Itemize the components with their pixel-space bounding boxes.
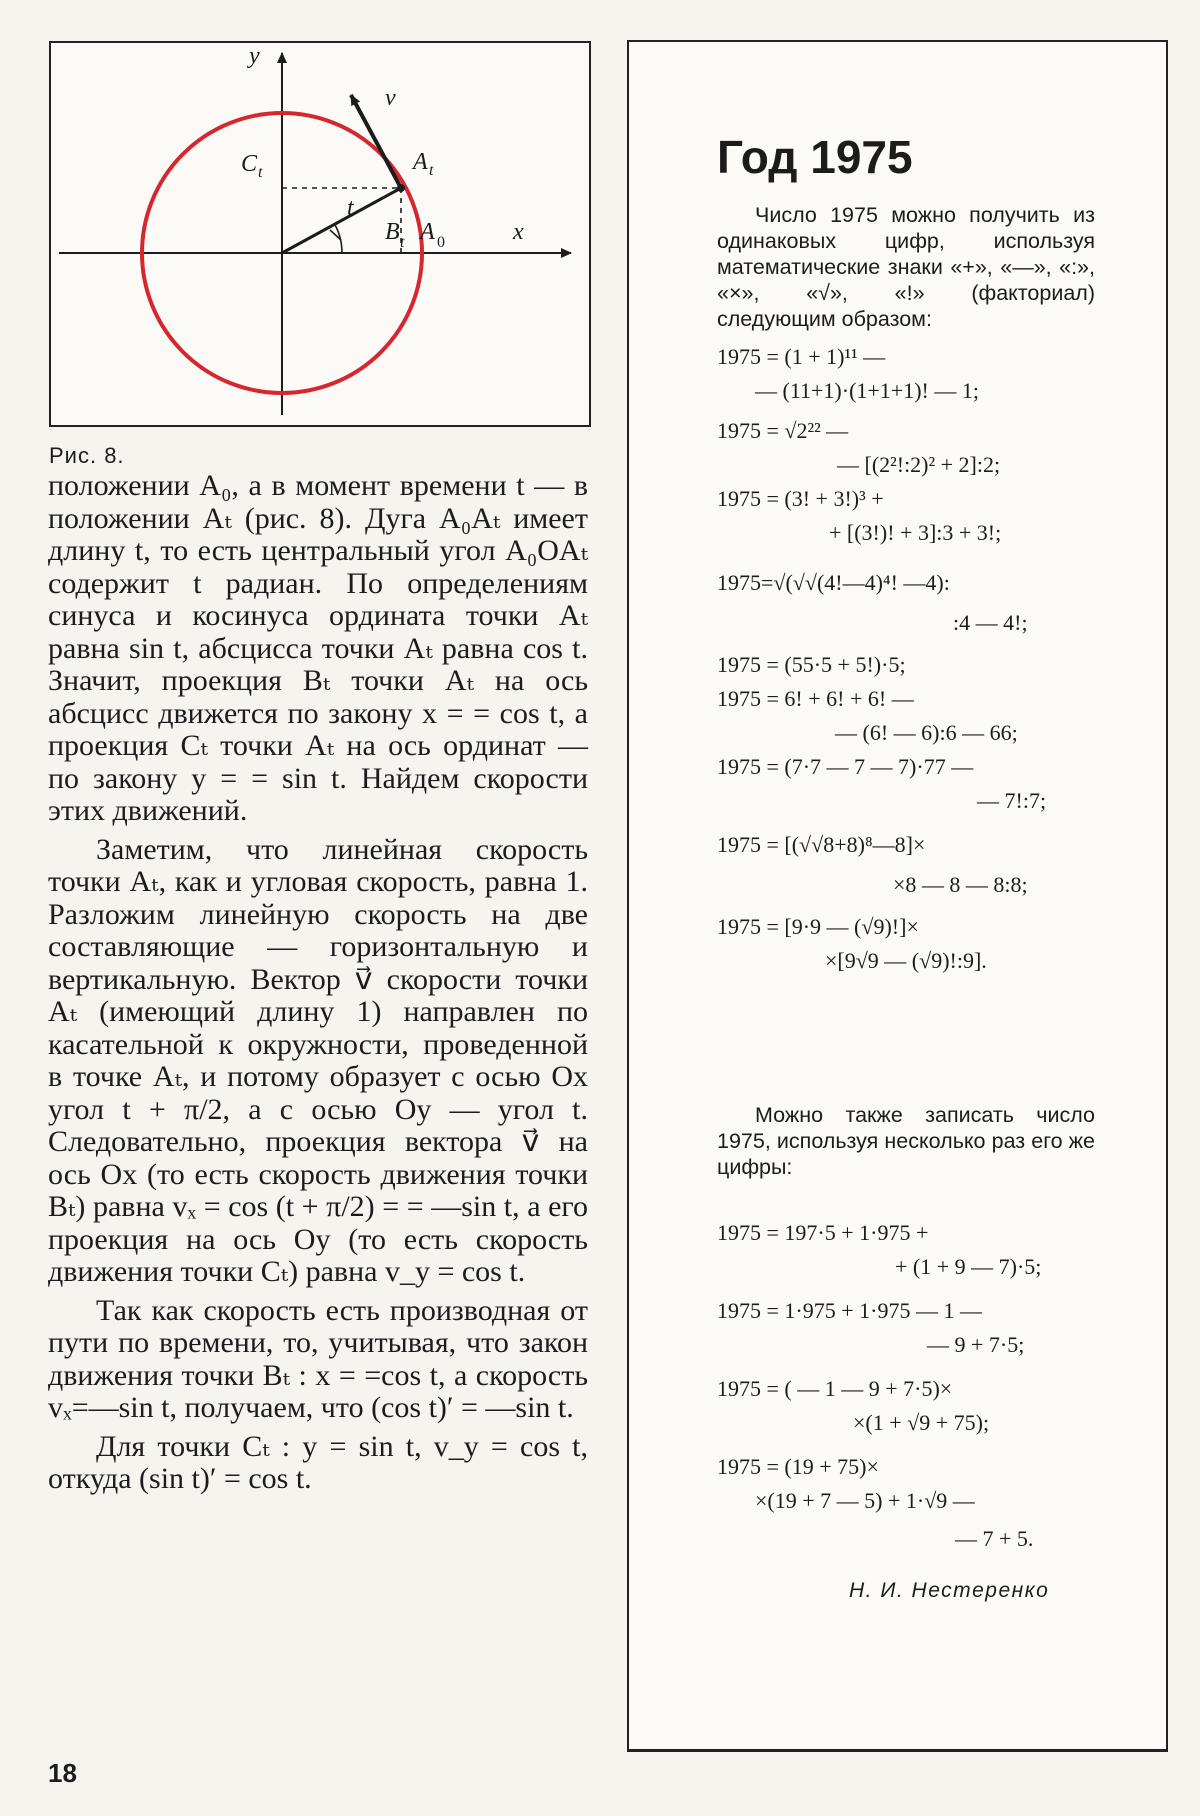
figure-8 xyxy=(49,41,591,427)
paragraph: Для точки Cₜ : y = sin t, v_y = cos t, откуда (sin t)′ = cos t. xyxy=(48,1429,588,1495)
angle-label: t xyxy=(347,195,354,221)
point-b-sub: t xyxy=(400,234,405,251)
sidebar-intro xyxy=(717,202,1095,332)
formula-line: — 7!:7; xyxy=(977,788,1047,813)
point-a-label: A xyxy=(413,149,428,175)
paragraph: положении A₀, а в момент времени t — в положении Aₜ (рис. 8). Дуга A₀Aₜ имеет длину t, то есть центральный угол A₀OAₜ содержит t радиан. По определениям синуса и косинуса ордината точки Aₜ равна sin t, абсцисса точки Aₜ равна cos t. Значит, проекция Bₜ точки Aₜ на ось абсцисс движется по закону x = = cos t, а проекция Cₜ точки Aₜ на ось ординат — по закону y = = sin t. Найдем скорости этих движений. xyxy=(48,469,588,827)
formula-line: 1975 = (55·5 + 5!)·5; xyxy=(717,652,906,677)
sidebar-title: Год 1975 xyxy=(717,131,913,183)
main-text xyxy=(48,470,588,1496)
point-c-label: C xyxy=(241,151,258,177)
formula-line: 1975 = [(√√8+8)⁸—8]× xyxy=(717,832,926,857)
page-number: 18 xyxy=(48,1758,77,1788)
formula-line: 1975 = 6! + 6! + 6! — xyxy=(717,686,914,711)
formula-line: 1975 = (1 + 1)¹¹ — xyxy=(717,344,886,369)
formula-line: 1975 = ( — 1 — 9 + 7·5)× xyxy=(717,1376,953,1401)
formula-line: 1975 = 197·5 + 1·975 + xyxy=(717,1220,929,1245)
formula-line: — (6! — 6):6 — 66; xyxy=(835,720,1018,745)
formula-line: + [(3!)! + 3]:3 + 3!; xyxy=(829,520,1002,545)
point-a0-sub: 0 xyxy=(437,234,445,251)
formula-line: 1975=√(√√(4!—4)⁴! —4): xyxy=(717,570,950,595)
x-axis-label: x xyxy=(513,219,524,245)
formula-line: ×(19 + 7 — 5) + 1·√9 — xyxy=(755,1488,975,1513)
formula-line: 1975 = (7·7 — 7 — 7)·77 — xyxy=(717,754,974,779)
intro-text: Число 1975 можно получить из одинаковых цифр, используя математические знаки «+», «—», «:», «×», «√», «!» (факториал) следующим образом: xyxy=(717,203,1095,331)
author-signature: Н. И. Нестеренко xyxy=(849,1579,1050,1602)
paragraph: Так как скорость есть производная от пути по времени, то, учитывая, что закон движения точки Bₜ : x = =cos t, а скорость vₓ=—sin t, получаем, что (cos t)′ = —sin t. xyxy=(48,1293,588,1424)
formula-line: — (11+1)·(1+1+1)! — 1; xyxy=(755,378,979,403)
sidebar-box xyxy=(627,40,1168,1752)
formula-line: + (1 + 9 — 7)·5; xyxy=(895,1254,1042,1279)
paragraph: Заметим, что линейная скорость точки Aₜ, как и угловая скорость, равна 1. Разложим линейную скорость на две составляющие — горизонтальную и вертикальную. Вектор v⃗ скорости точки Aₜ (имеющий длину 1) направлен по касательной к окружности, проведенной в точке Aₜ, и потому образует с осью Ox угол t + π/2, а с осью Oy — угол t. Следовательно, проекция вектора v⃗ на ось Ox (то есть скорость движения точки Bₜ) равна vₓ = cos (t + π/2) = = —sin t, а его проекция на ось Oy (то есть скорость движения точки Cₜ) равна v_y = cos t. xyxy=(48,832,588,1288)
point-c-sub: t xyxy=(258,164,263,181)
formula-line: 1975 = 1·975 + 1·975 — 1 — xyxy=(717,1298,982,1323)
formula-line: — 7 + 5. xyxy=(955,1526,1034,1551)
unit-circle-diagram xyxy=(51,43,589,425)
formula-line: — [(2²!:2)² + 2]:2; xyxy=(837,452,1001,477)
formula-line: ×[9√9 — (√9)!:9]. xyxy=(825,948,987,973)
formula-line: 1975 = [9·9 — (√9)!]× xyxy=(717,914,919,939)
sidebar-intro-2 xyxy=(717,1102,1095,1180)
vector-label: v⃗ xyxy=(385,85,415,111)
formula-line: :4 — 4!; xyxy=(953,610,1028,635)
formula-line: 1975 = √2²² — xyxy=(717,418,849,443)
formula-line: 1975 = (19 + 75)× xyxy=(717,1454,879,1479)
point-a0-label: A xyxy=(420,219,435,245)
formula-line: ×(1 + √9 + 75); xyxy=(853,1410,990,1435)
figure-caption: Рис. 8. xyxy=(49,443,125,468)
point-a-t xyxy=(397,184,405,192)
formula-line: 1975 = (3! + 3!)³ + xyxy=(717,486,884,511)
point-a-sub: t xyxy=(429,162,434,179)
formula-line: ×8 — 8 — 8:8; xyxy=(893,872,1028,897)
intro-text-2: Можно также записать число 1975, используя несколько раз его же цифры: xyxy=(717,1103,1095,1179)
formula-line: — 9 + 7·5; xyxy=(927,1332,1025,1357)
point-b-label: B xyxy=(385,219,400,245)
y-axis-label: y xyxy=(249,43,260,69)
